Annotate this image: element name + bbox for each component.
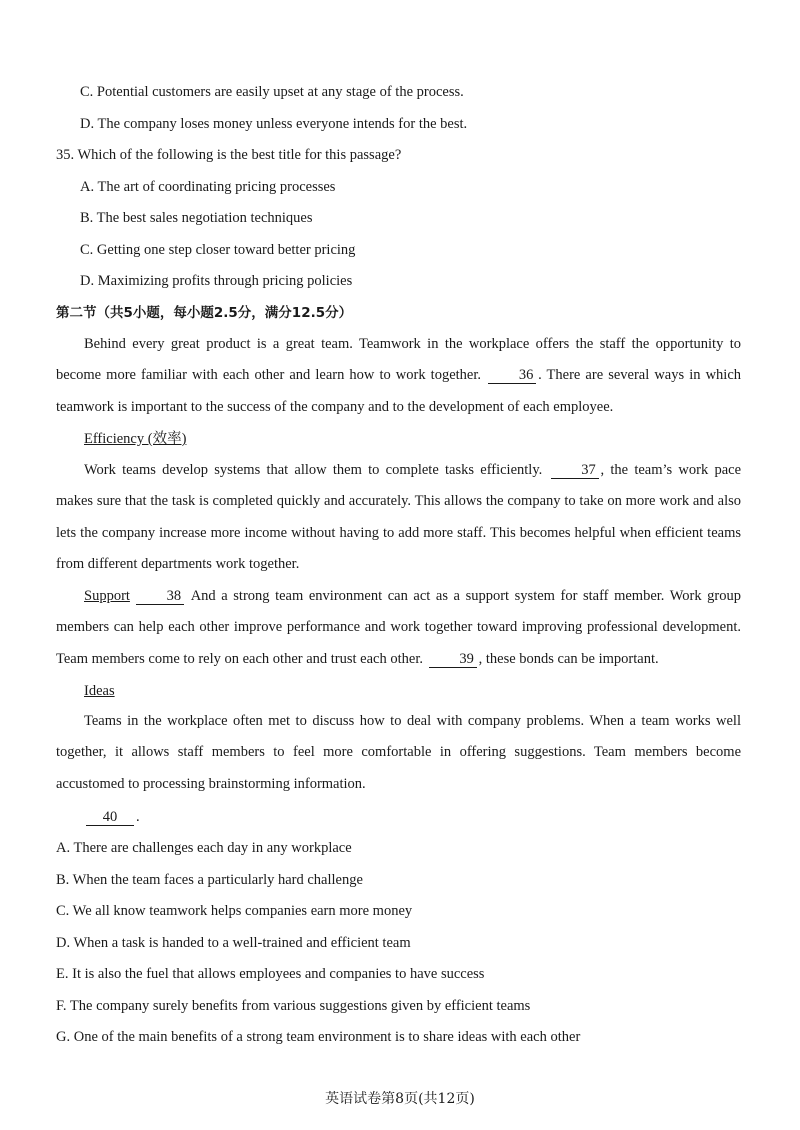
question-text: Which of the following is the best title for this passage? <box>77 147 402 163</box>
intro-text-a: Behind every great product is a great team. Teamwork in the workplace offers the staff the opportunity to become more familiar with each other and learn how to work together. <box>56 336 741 384</box>
choice-text: There are challenges each day in any workplace <box>73 840 352 856</box>
support-text-a: And a strong team environment can act as a support system for staff member. Work group members can help each other improve performance and work together toward improving professional development. Team members come to rely on each other and trust each other. <box>56 588 741 667</box>
choice-letter: B. <box>56 872 70 888</box>
q35-option-b <box>80 209 313 227</box>
choice-letter: F. <box>56 998 67 1014</box>
support-heading: Support <box>84 588 130 604</box>
choice-b <box>56 871 363 889</box>
choice-letter: C. <box>56 903 70 919</box>
intro-text-b: . There are several ways in which teamwork is important to the success of the company and to the development of each employee. <box>56 367 741 415</box>
option-text: Getting one step closer toward better pricing <box>96 242 356 258</box>
blank-40-tail: . <box>136 809 140 825</box>
q35-option-c <box>80 241 355 259</box>
option-letter: D. <box>80 273 95 289</box>
q35-option-a <box>80 178 335 196</box>
efficiency-text-b: , the team’s work pace makes sure that the task is completed quickly and accurately. This allows the company to take on more work and also lets the company increase more income without having to add more staff. This becomes helpful when efficient teams from different departments work together. <box>56 462 742 573</box>
option-c-prev <box>80 83 464 101</box>
blank-39[interactable]: 39 <box>429 651 477 668</box>
choice-text: When the team faces a particularly hard challenge <box>72 872 363 888</box>
option-letter: D. <box>80 116 95 132</box>
choice-text: It is also the fuel that allows employees and companies to have success <box>72 966 485 982</box>
choice-f <box>56 997 530 1015</box>
choice-letter: A. <box>56 840 71 856</box>
choice-letter: G. <box>56 1029 71 1045</box>
option-text: Potential customers are easily upset at any stage of the process. <box>96 84 464 100</box>
option-letter: A. <box>80 179 95 195</box>
q35-option-d <box>80 272 352 290</box>
ideas-text: Teams in the workplace often met to discuss how to deal with company problems. When a team works well together, it allows staff members to feel more comfortable in offering suggestions. Team members become accustomed to processing brainstorming information. <box>56 713 741 792</box>
choice-a <box>56 839 352 857</box>
option-letter: B. <box>80 210 94 226</box>
choice-text: One of the main benefits of a strong team environment is to share ideas with each other <box>73 1029 581 1045</box>
blank-38[interactable]: 38 <box>136 588 184 605</box>
option-letter: C. <box>80 242 94 258</box>
support-text-b: , these bonds can be important. <box>478 650 659 667</box>
support-paragraph <box>56 581 741 675</box>
choice-text: The company surely benefits from various suggestions given by efficient teams <box>69 998 531 1014</box>
page-footer: 英语试卷第8页(共12页) <box>325 1091 475 1107</box>
choice-letter: E. <box>56 966 69 982</box>
option-text: The company loses money unless everyone intends for the best. <box>97 116 468 132</box>
choice-text: When a task is handed to a well-trained and efficient team <box>73 935 411 951</box>
option-text: The art of coordinating pricing processes <box>97 179 336 195</box>
option-letter: C. <box>80 84 94 100</box>
intro-paragraph <box>56 329 741 423</box>
blank-40-line <box>84 808 140 826</box>
choice-letter: D. <box>56 935 71 951</box>
ideas-heading: Ideas <box>84 683 115 699</box>
option-text: The best sales negotiation techniques <box>96 210 313 226</box>
efficiency-text-a: Work teams develop systems that allow them to complete tasks efficiently. <box>84 462 543 478</box>
blank-37[interactable]: 37 <box>551 462 599 479</box>
blank-40[interactable]: 40 <box>86 809 134 826</box>
option-d-prev <box>80 115 467 133</box>
choice-e <box>56 965 484 983</box>
question-35-stem <box>56 146 401 164</box>
choice-g <box>56 1028 580 1046</box>
section-heading: 第二节（共5小题，每小题2.5分，满分12.5分） <box>56 305 353 321</box>
ideas-paragraph <box>56 706 741 800</box>
question-number: 35. <box>56 147 75 163</box>
option-text: Maximizing profits through pricing policies <box>97 273 353 289</box>
efficiency-paragraph <box>56 455 741 581</box>
choice-text: We all know teamwork helps companies earn more money <box>72 903 413 919</box>
choice-d <box>56 934 411 952</box>
efficiency-heading: Efficiency (效率) <box>84 431 187 447</box>
blank-36[interactable]: 36 <box>488 367 536 384</box>
choice-c <box>56 902 412 920</box>
